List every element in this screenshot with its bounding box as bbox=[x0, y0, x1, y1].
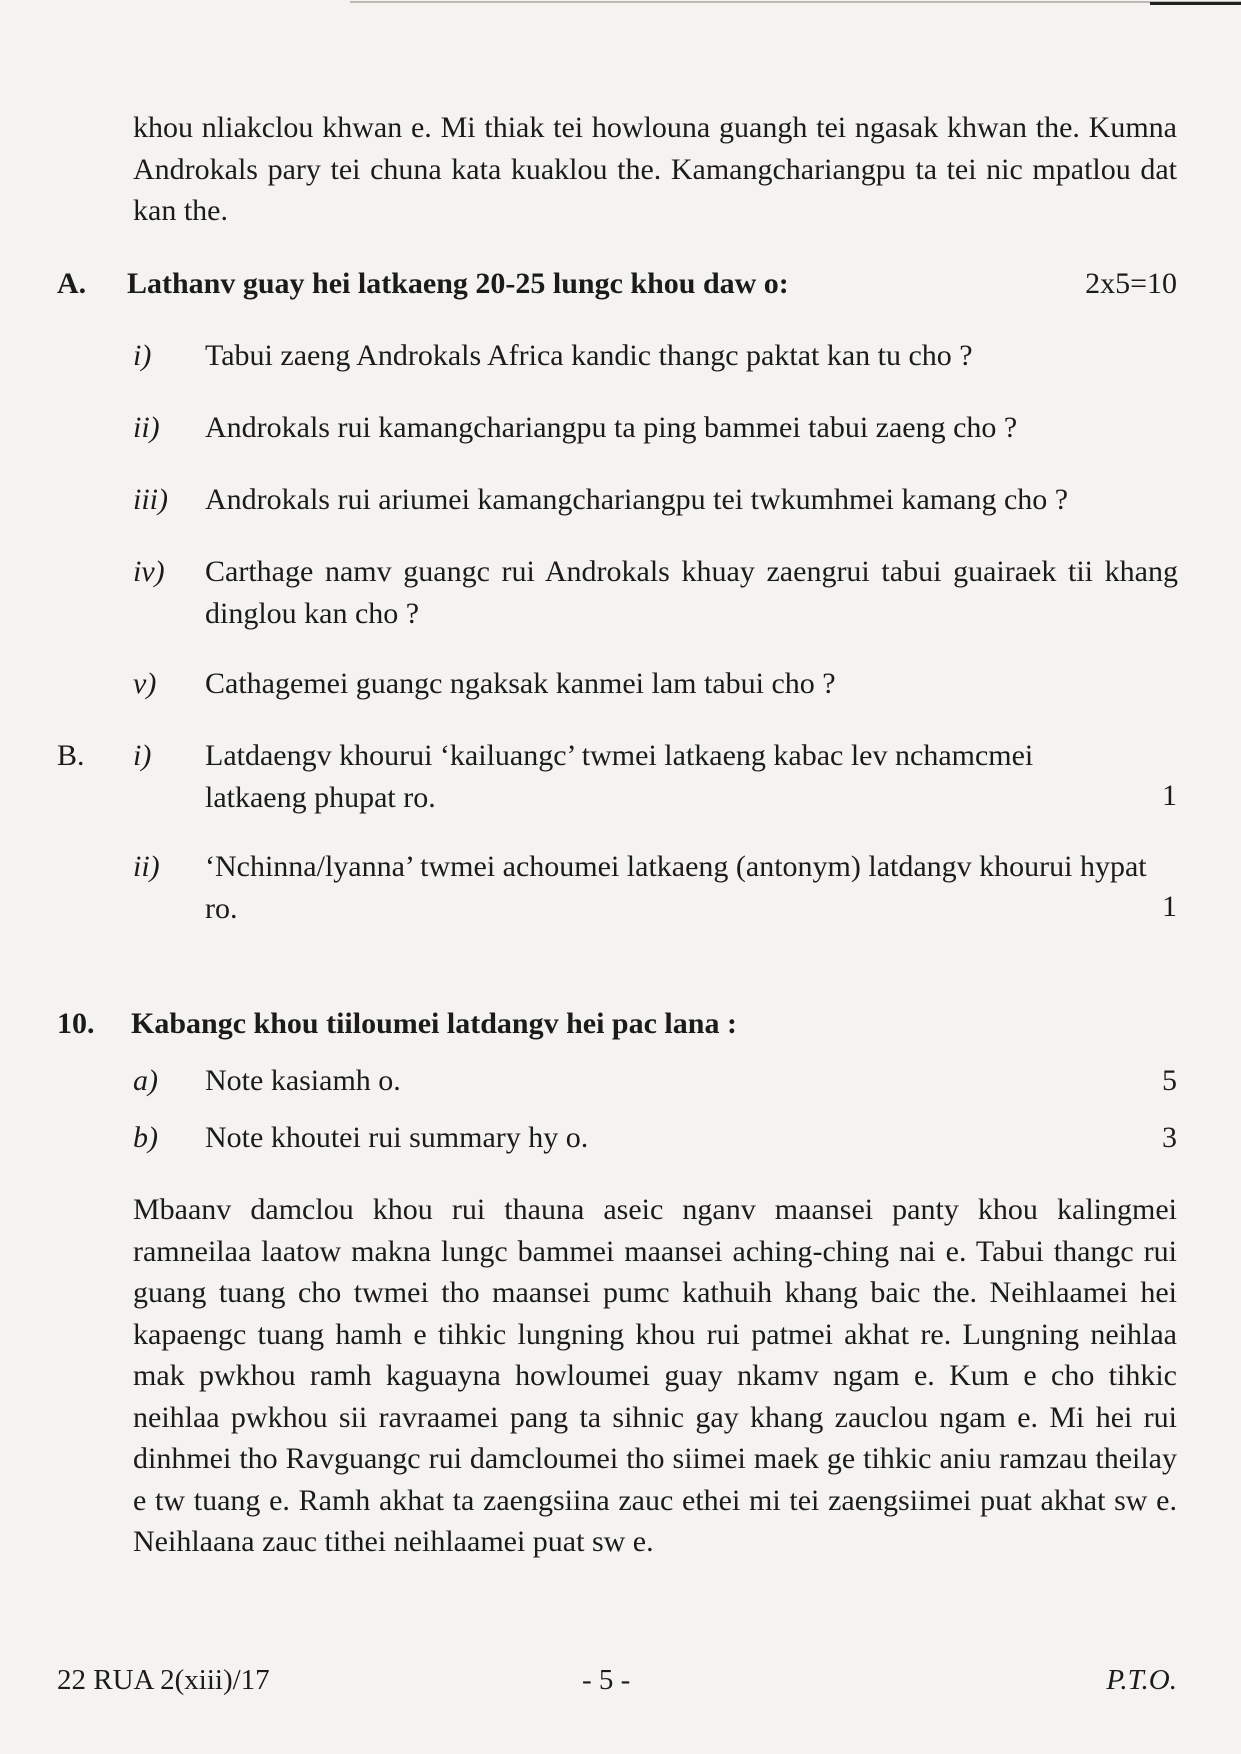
section-b-letter: B. bbox=[57, 739, 85, 772]
pto-label: P.T.O. bbox=[1106, 1664, 1177, 1696]
section-a-marks: 2x5=10 bbox=[1085, 267, 1177, 300]
question-number: iii) bbox=[133, 483, 168, 516]
question-number: v) bbox=[133, 667, 157, 700]
question-text: Androkals rui kamangchariangpu ta ping bammei tabui zaeng cho ? bbox=[205, 411, 1018, 444]
question-text: ‘Nchinna/lyanna’ twmei achoumei latkaeng (antonym) latdangv khourui hypat ro. bbox=[205, 850, 1147, 925]
question-marks: 1 bbox=[1162, 779, 1177, 812]
part-text: Note khoutei rui summary hy o. bbox=[205, 1121, 589, 1154]
summary-passage: Mbaanv damclou khou rui thauna aseic nganv maansei panty khou kalingmei ramneilaa laatow makna lungc bammei maansei aching-ching nai e. Tabui thangc rui guang tuang cho twmei tho maansei pumc kathuih khang baic the. Neihlaamei hei kapaengc tuang hamh e tihkic lungning khou rui patmei akhat re. Lungning neihlaa mak pwkhou ramh kaguayna howloumei guay nkamv ngam e. Kum e cho tihkic neihlaa pwkhou sii ravraamei pang ta sihnic gay khang zauclou ngam e. Mi hei rui dinhmei tho Ravguangc rui damcloumei tho siimei maek ge tihkic aniu ramzau theilay e tw tuang e. Ramh akhat ta zaengsiina zauc ethei mi tei zaengsiimei puat akhat sw e. Neihlaana zauc tithei neihlaamei puat sw e. bbox=[133, 1193, 1177, 1558]
top-rule bbox=[0, 0, 1241, 6]
part-marks: 3 bbox=[1162, 1121, 1177, 1154]
top-rule-thick-line bbox=[1150, 2, 1241, 5]
question-number: i) bbox=[133, 339, 152, 372]
question-text: Tabui zaeng Androkals Africa kandic thangc paktat kan tu cho ? bbox=[205, 339, 973, 372]
question-text: Carthage namv guangc rui Androkals khuay zaengrui tabui guairaek tii khang dinglou kan cho ? bbox=[205, 555, 1178, 630]
section-a-letter: A. bbox=[57, 267, 87, 300]
question-number: i) bbox=[133, 739, 152, 772]
part-text: Note kasiamh o. bbox=[205, 1064, 401, 1097]
question-number: ii) bbox=[133, 850, 160, 883]
question-text: Latdaengv khourui ‘kailuangc’ twmei latkaeng kabac lev nchamcmei latkaeng phupat ro. bbox=[205, 739, 1034, 814]
part-letter: b) bbox=[133, 1121, 158, 1154]
question-number: iv) bbox=[133, 555, 165, 588]
question-text: Androkals rui ariumei kamangchariangpu tei twkumhmei kamang cho ? bbox=[205, 483, 1069, 516]
question-marks: 1 bbox=[1162, 890, 1177, 923]
question-number: ii) bbox=[133, 411, 160, 444]
part-letter: a) bbox=[133, 1064, 158, 1097]
question-10-number: 10. bbox=[57, 1007, 95, 1040]
part-marks: 5 bbox=[1162, 1064, 1177, 1097]
question-text: Cathagemei guangc ngaksak kanmei lam tabui cho ? bbox=[205, 667, 836, 700]
page-number: - 5 - bbox=[582, 1664, 631, 1696]
question-10-title: Kabangc khou tiiloumei latdangv hei pac lana : bbox=[131, 1007, 737, 1040]
footer-code: 22 RUA 2(xiii)/17 bbox=[57, 1664, 270, 1696]
passage-continuation: khou nliakclou khwan e. Mi thiak tei howlouna guangh tei ngasak khwan the. Kumna Androkals pary tei chuna kata kuaklou the. Kamangchariangpu ta tei nic mpatlou dat kan the. bbox=[133, 111, 1177, 227]
top-rule-line bbox=[350, 1, 1241, 3]
section-a-title: Lathanv guay hei latkaeng 20-25 lungc khou daw o: bbox=[127, 267, 789, 300]
